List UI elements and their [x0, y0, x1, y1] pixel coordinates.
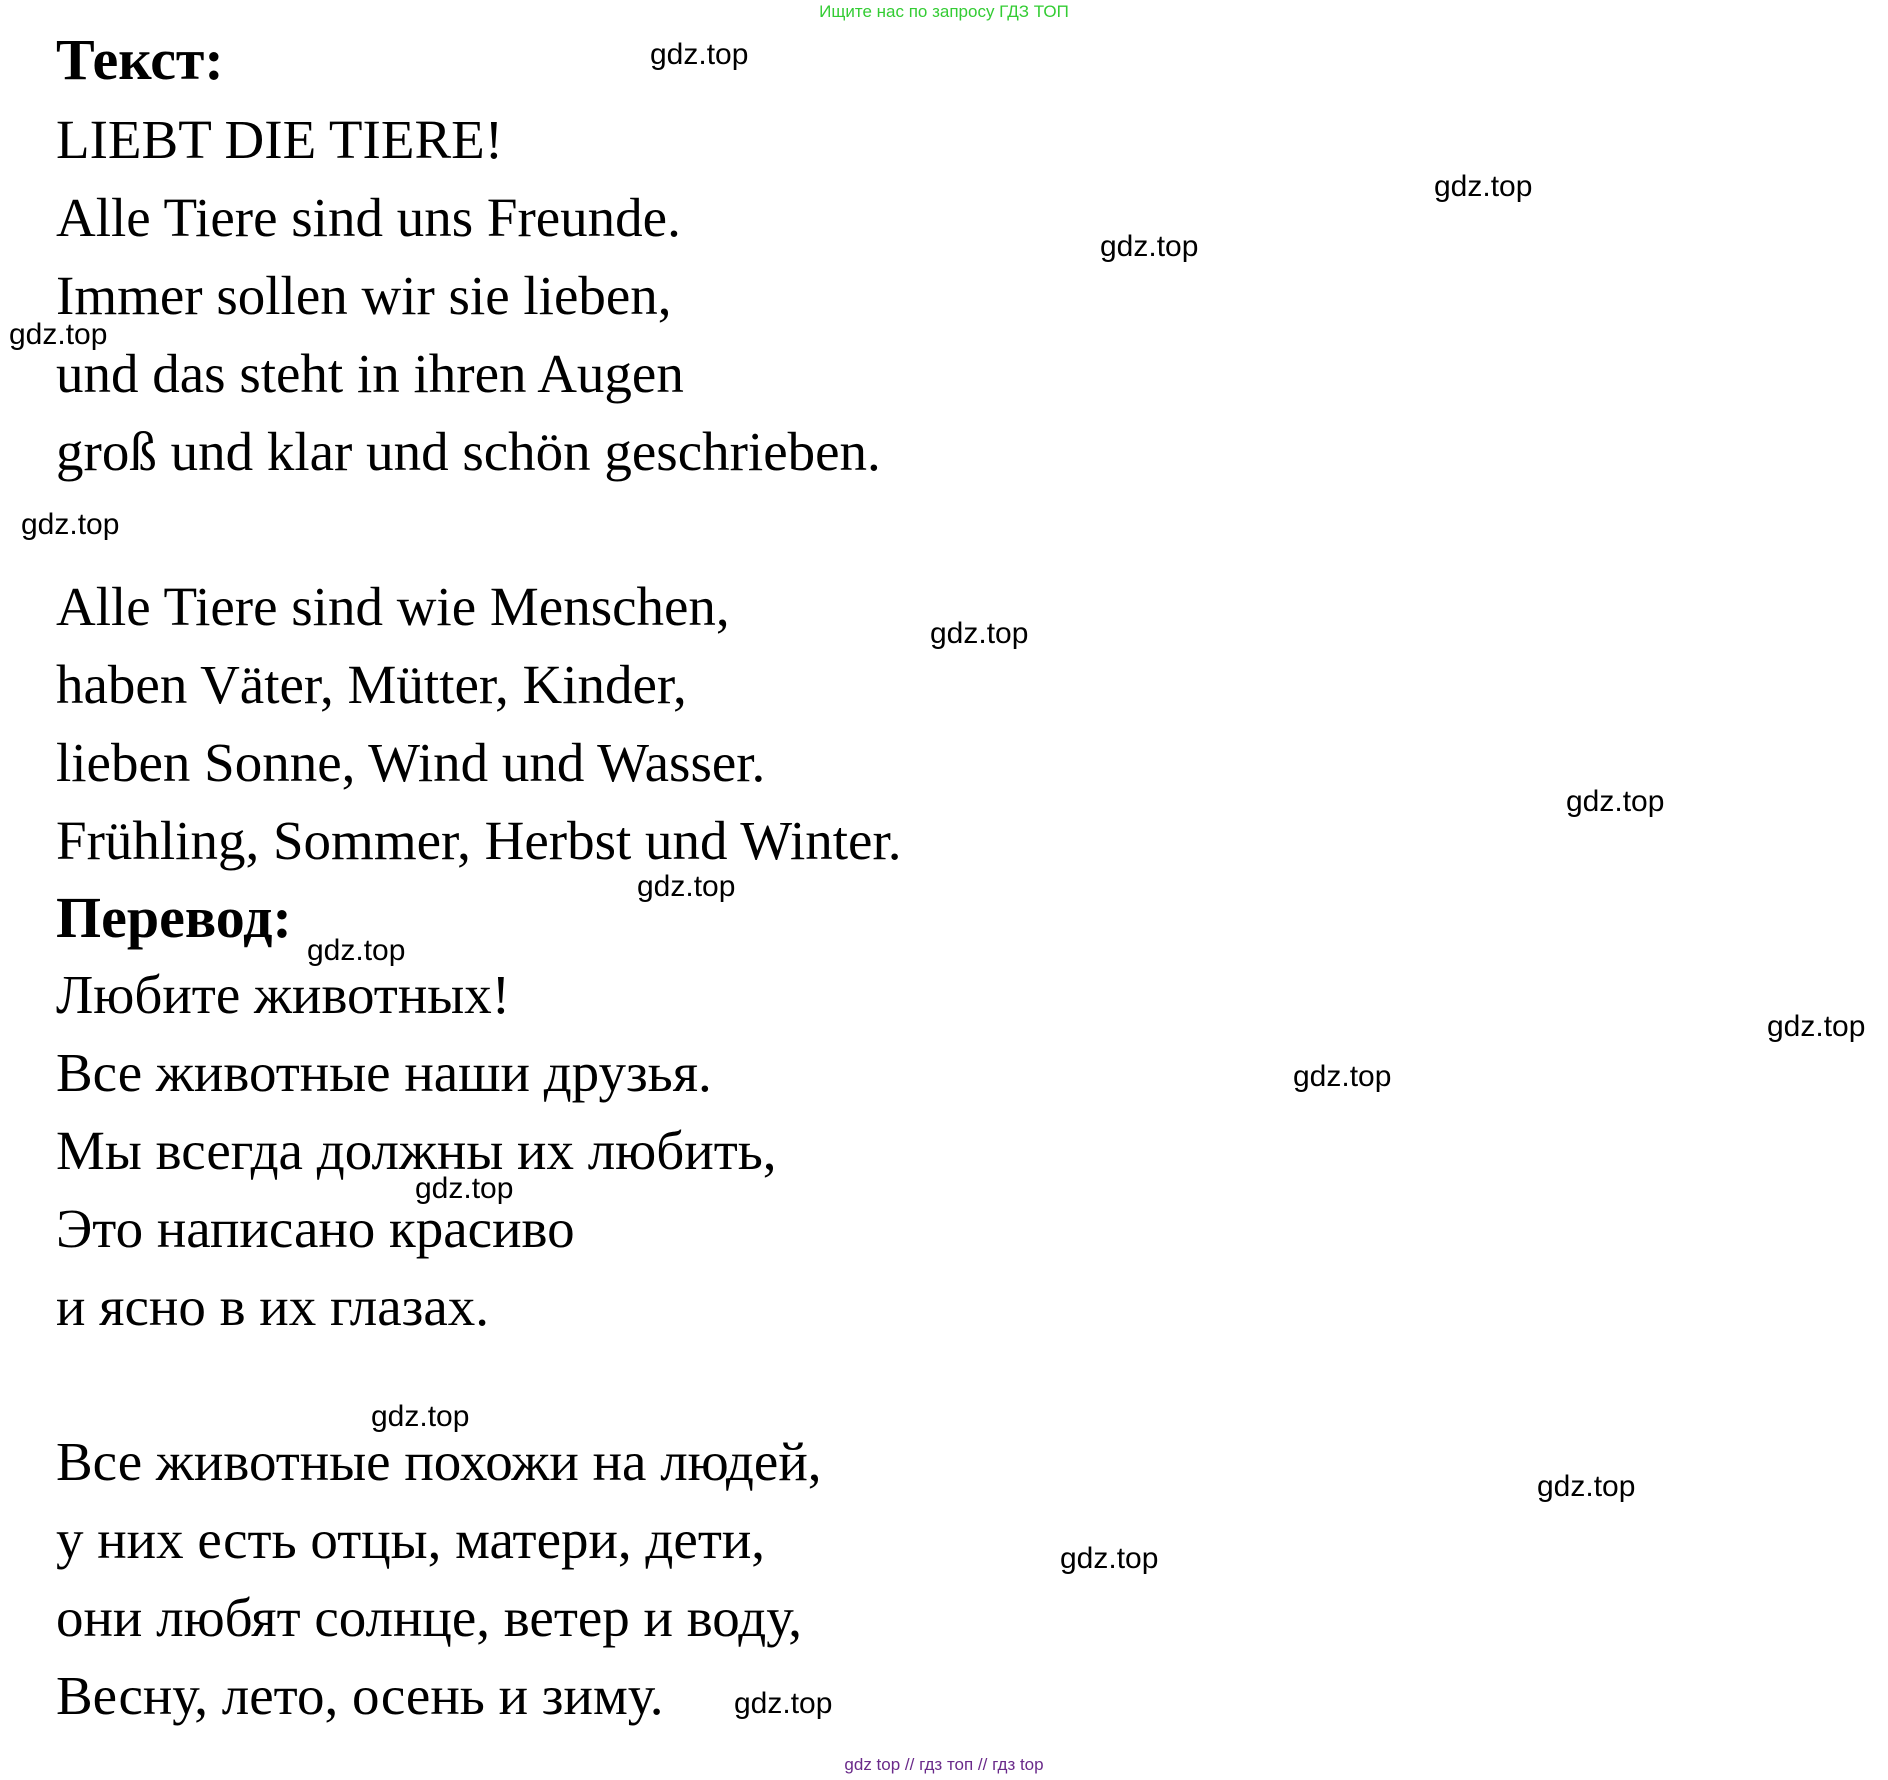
watermark: gdz.top [1060, 1542, 1159, 1575]
poem-line: Frühling, Sommer, Herbst und Winter. [56, 810, 902, 871]
watermark: gdz.top [415, 1172, 514, 1205]
poem-line: und das steht in ihren Augen [56, 343, 684, 404]
footer-watermark: gdz top // гдз топ // гдз top [844, 1755, 1044, 1774]
watermark: gdz.top [371, 1400, 470, 1433]
translation-line: Это написано красиво [56, 1198, 575, 1259]
watermark: gdz.top [930, 617, 1029, 650]
watermark: gdz.top [21, 508, 120, 541]
text-heading: Текст: [56, 27, 224, 92]
watermark: gdz.top [1566, 785, 1665, 818]
top-banner: Ищите нас по запросу ГДЗ ТОП [819, 2, 1069, 21]
translation-line: Все животные наши друзья. [56, 1042, 712, 1103]
translation-heading: Перевод: [56, 885, 292, 950]
poem-line: Alle Tiere sind wie Menschen, [56, 576, 730, 637]
watermark: gdz.top [307, 934, 406, 967]
watermark: gdz.top [734, 1687, 833, 1720]
translation-line: у них есть отцы, матери, дети, [56, 1509, 766, 1570]
translation-line: Все животные похожи на людей, [56, 1431, 822, 1492]
watermark: gdz.top [650, 38, 749, 71]
translation-line: Мы всегда должны их любить, [56, 1120, 777, 1181]
watermark: gdz.top [1537, 1470, 1636, 1503]
poem-line: haben Väter, Mütter, Kinder, [56, 654, 687, 715]
translation-line: они любят солнце, ветер и воду, [56, 1587, 802, 1648]
poem-line: Alle Tiere sind uns Freunde. [56, 187, 681, 248]
poem-title-russian: Любите животных! [56, 964, 511, 1025]
watermark: gdz.top [1293, 1060, 1392, 1093]
translation-line: Весну, лето, осень и зиму. [56, 1665, 664, 1726]
watermark: gdz.top [1434, 170, 1533, 203]
poem-line: groß und klar und schön geschrieben. [56, 421, 881, 482]
watermark: gdz.top [1767, 1010, 1866, 1043]
poem-title-german: LIEBT DIE TIERE! [56, 109, 504, 170]
watermark: gdz.top [637, 870, 736, 903]
watermark: gdz.top [9, 318, 108, 351]
poem-line: lieben Sonne, Wind und Wasser. [56, 732, 766, 793]
watermark: gdz.top [1100, 230, 1199, 263]
poem-line: Immer sollen wir sie lieben, [56, 265, 672, 326]
translation-line: и ясно в их глазах. [56, 1276, 489, 1337]
